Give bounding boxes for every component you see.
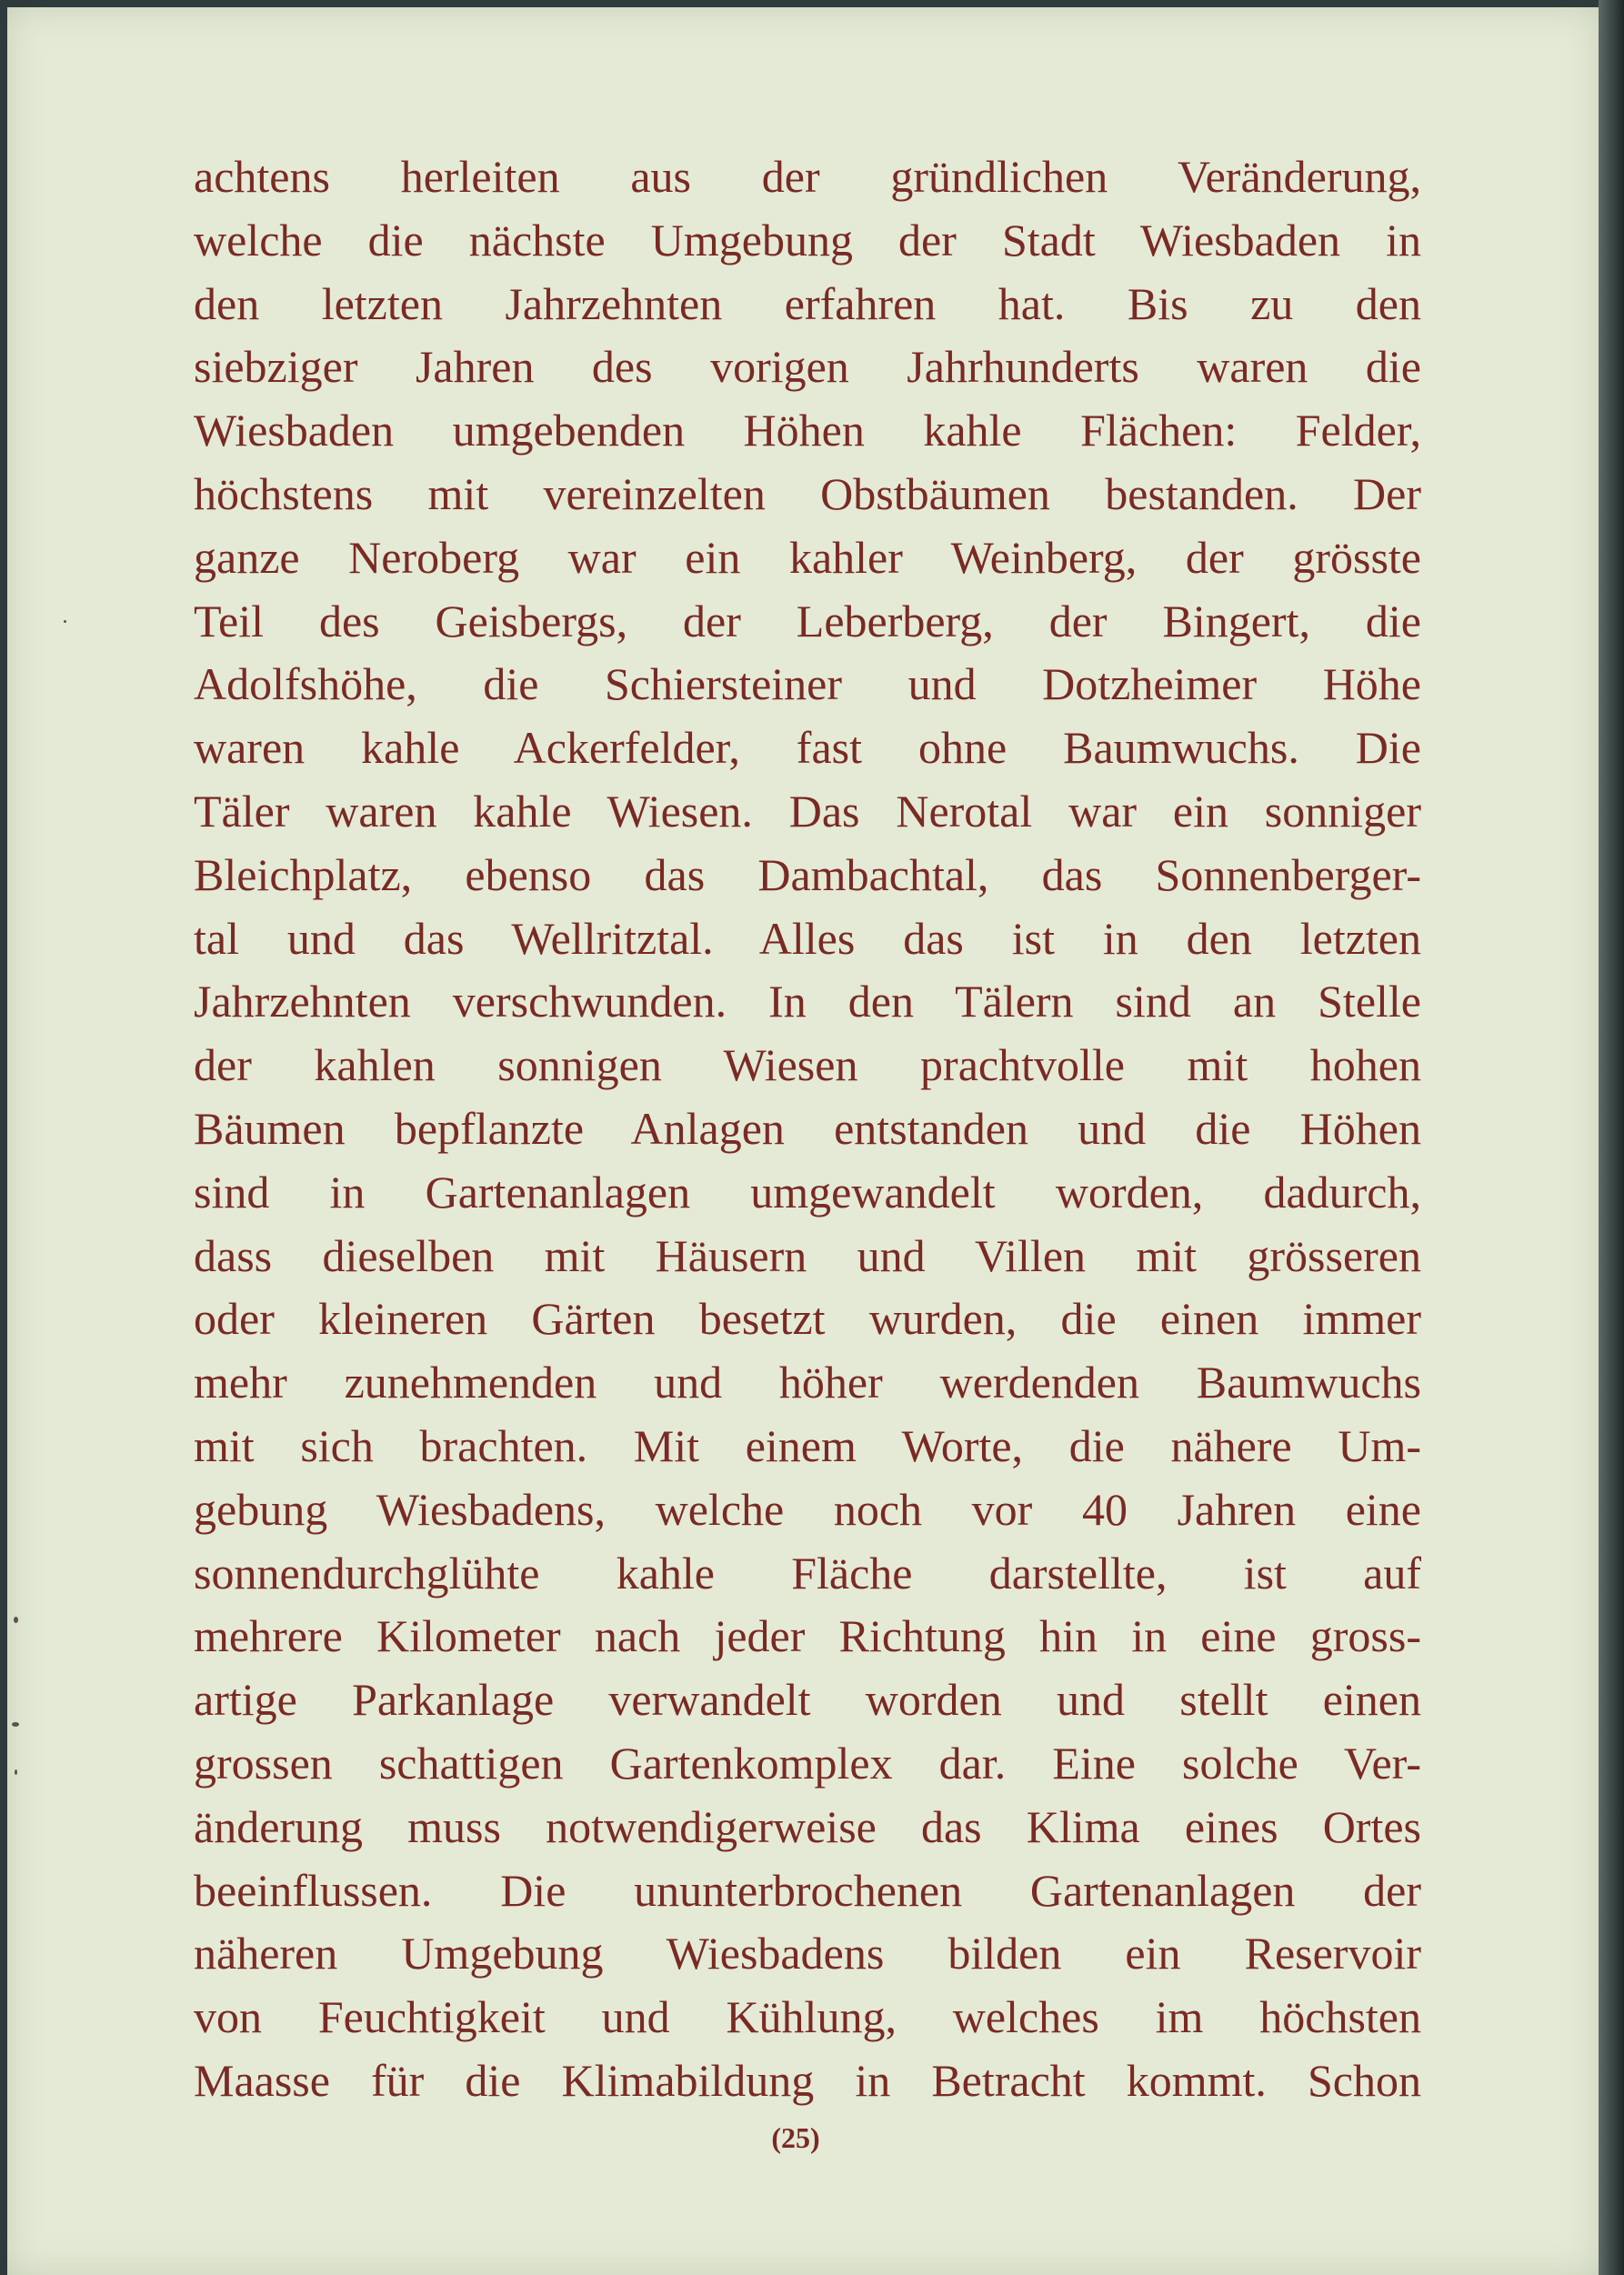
text-line: Wiesbaden umgebenden Höhen kahle Flächen: Felder,: [194, 405, 1421, 456]
text-line: siebziger Jahren des vorigen Jahrhunderts waren die: [194, 341, 1421, 393]
text-line: achtens herleiten aus der gründlichen Veränderung,: [194, 151, 1421, 202]
text-line: der kahlen sonnigen Wiesen prachtvolle mit hohen: [194, 1039, 1421, 1091]
text-line: den letzten Jahrzehnten erfahren hat. Bis zu den: [194, 277, 1421, 329]
text-line: grossen schattigen Gartenkomplex dar. Eine solche Ver-: [194, 1737, 1421, 1789]
body-text: [194, 145, 1421, 2113]
text-line: Adolfshöhe, die Schiersteiner und Dotzheimer Höhe: [194, 658, 1421, 710]
text-line: mehrere Kilometer nach jeder Richtung hin in eine gross-: [194, 1610, 1421, 1662]
ink-speck: [12, 1722, 19, 1727]
page-number: (25): [771, 2121, 820, 2154]
ink-speck: [15, 1769, 17, 1775]
text-line: waren kahle Ackerfelder, fast ohne Baumwuchs. Die: [194, 722, 1421, 774]
text-line: änderung muss notwendigerweise das Klima eines Ortes: [194, 1800, 1421, 1852]
text-line: Maasse für die Klimabildung in Betracht kommt. Schon: [194, 2054, 1421, 2106]
text-line: höchstens mit vereinzelten Obstbäumen bestanden. Der: [194, 467, 1421, 519]
text-line: Täler waren kahle Wiesen. Das Nerotal war ein sonniger: [194, 785, 1421, 837]
text-line: Bleichplatz, ebenso das Dambachtal, das Sonnenberger-: [194, 848, 1421, 900]
text-line: Teil des Geisbergs, der Leberberg, der Bingert, die: [194, 595, 1421, 646]
text-line: näheren Umgebung Wiesbadens bilden ein Reservoir: [194, 1928, 1421, 1979]
text-line: mehr zunehmenden und höher werdenden Baumwuchs: [194, 1357, 1421, 1408]
text-line: artige Parkanlage verwandelt worden und stellt einen: [194, 1674, 1421, 1726]
text-line: mit sich brachten. Mit einem Worte, die nähere Um-: [194, 1419, 1421, 1471]
text-line: gebung Wiesbadens, welche noch vor 40 Jahren eine: [194, 1483, 1421, 1535]
text-line: von Feuchtigkeit und Kühlung, welches im höchsten: [194, 1991, 1421, 2043]
text-line: Jahrzehnten verschwunden. In den Tälern sind an Stelle: [194, 976, 1421, 1027]
text-line: oder kleineren Gärten besetzt wurden, die einen immer: [194, 1293, 1421, 1345]
page-edge-shadow: [1599, 0, 1624, 2275]
text-line: ganze Neroberg war ein kahler Weinberg, der grösste: [194, 531, 1421, 583]
text-line: sonnendurchglühte kahle Fläche darstellte, ist auf: [194, 1547, 1421, 1599]
text-line: tal und das Wellritztal. Alles das ist in den letzten: [194, 912, 1421, 964]
ink-speck: [64, 620, 66, 623]
text-line: beeinflussen. Die ununterbrochenen Gartenanlagen der: [194, 1864, 1421, 1916]
ink-speck: [14, 1617, 18, 1623]
text-line: dass dieselben mit Häusern und Villen mit grösseren: [194, 1229, 1421, 1281]
text-line: Bäumen bepflanzte Anlagen entstanden und die Höhen: [194, 1102, 1421, 1154]
text-line: welche die nächste Umgebung der Stadt Wiesbaden in: [194, 214, 1421, 266]
text-line: sind in Gartenanlagen umgewandelt worden, dadurch,: [194, 1166, 1421, 1218]
